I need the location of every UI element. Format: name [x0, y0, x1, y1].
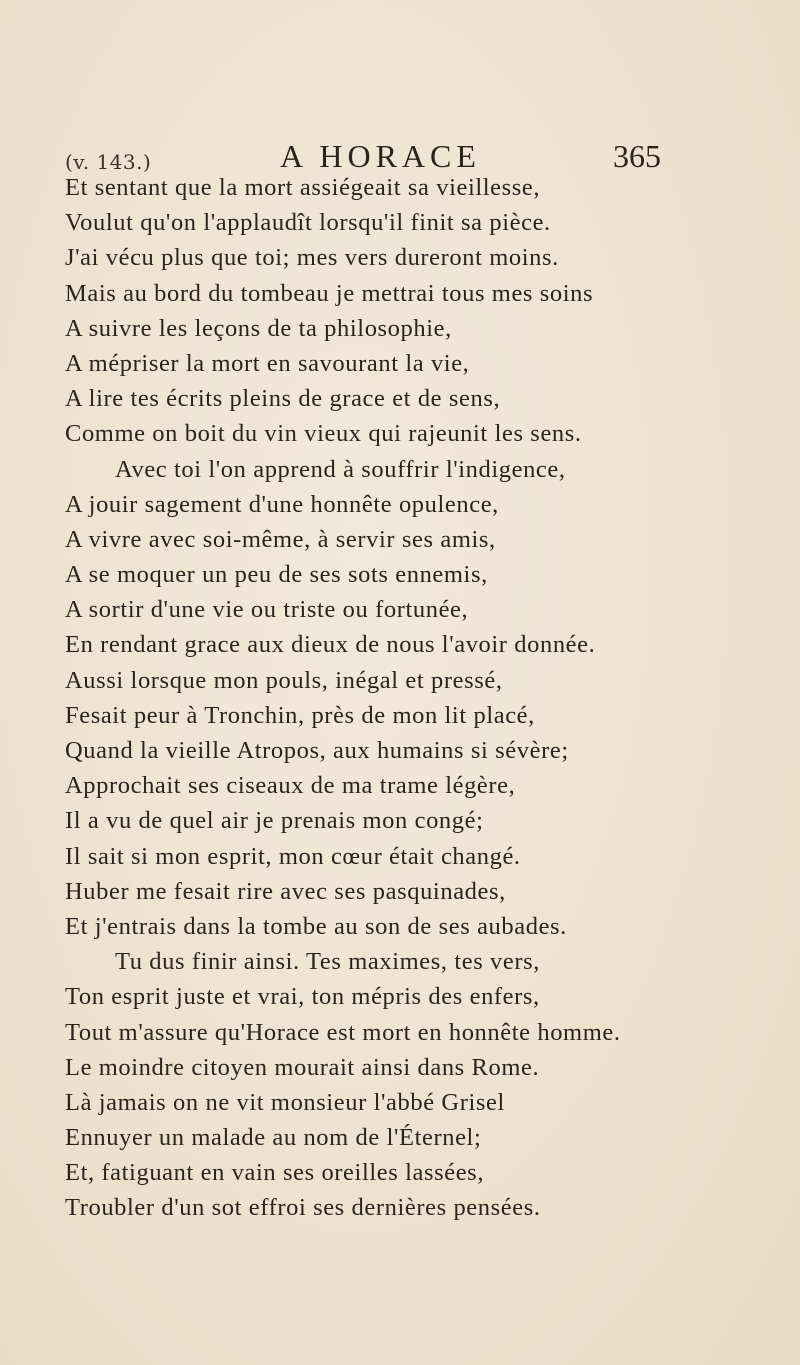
- verse-line: Là jamais on ne vit monsieur l'abbé Grisel: [65, 1088, 505, 1116]
- verse-line: Et, fatiguant en vain ses oreilles lassées,: [65, 1159, 485, 1187]
- verse-line: J'ai vécu plus que toi; mes vers dureront moins.: [65, 244, 559, 272]
- verse-line: Il sait si mon esprit, mon cœur était changé.: [65, 842, 521, 870]
- verse-line: Quand la vieille Atropos, aux humains si sévère;: [65, 737, 569, 764]
- verse-line: Aussi lorsque mon pouls, inégal et pressé,: [65, 666, 503, 694]
- verse-line: Troubler d'un sot effroi ses dernières pensées.: [65, 1194, 541, 1222]
- verse-line: Le moindre citoyen mourait ainsi dans Rome.: [65, 1053, 540, 1081]
- verse-line: Mais au bord du tombeau je mettrai tous mes soins: [65, 279, 594, 307]
- verse-line: En rendant grace aux dieux de nous l'avoir donnée.: [65, 631, 596, 659]
- verse-line: Approchait ses ciseaux de ma trame légère,: [65, 772, 516, 800]
- verse-line: Ton esprit juste et vrai, ton mépris des enfers,: [65, 983, 540, 1011]
- verse-line: Ennuyer un malade au nom de l'Éternel;: [65, 1124, 482, 1152]
- verse-line: Fesait peur à Tronchin, près de mon lit placé,: [65, 701, 535, 729]
- verse-line: Tu dus finir ainsi. Tes maximes, tes vers,: [115, 948, 540, 976]
- verse-line: A sortir d'une vie ou triste ou fortunée,: [65, 596, 469, 624]
- verse-reference: (v. 143.): [65, 150, 152, 174]
- verse-line: A lire tes écrits pleins de grace et de sens,: [65, 385, 501, 413]
- verse-line: Il a vu de quel air je prenais mon congé;: [65, 807, 484, 835]
- verse-line: A vivre avec soi-même, à servir ses amis,: [65, 525, 496, 553]
- running-title: A HORACE: [280, 138, 481, 174]
- verse-line: A jouir sagement d'une honnête opulence,: [65, 490, 499, 518]
- page-number: 365: [613, 138, 661, 174]
- verse-line: Voulut qu'on l'applaudît lorsqu'il finit sa pièce.: [65, 209, 551, 237]
- verse-line: Tout m'assure qu'Horace est mort en honnête homme.: [65, 1018, 621, 1046]
- verse-line: A mépriser la mort en savourant la vie,: [65, 349, 470, 377]
- verse-line: Huber me fesait rire avec ses pasquinades,: [65, 877, 506, 905]
- verse-line: A suivre les leçons de ta philosophie,: [65, 314, 452, 342]
- verse-line: Avec toi l'on apprend à souffrir l'indigence,: [115, 455, 566, 483]
- verse-line: A se moquer un peu de ses sots ennemis,: [65, 561, 488, 589]
- verse-line: Et j'entrais dans la tombe au son de ses aubades.: [65, 912, 567, 940]
- verse-line: Comme on boit du vin vieux qui rajeunit les sens.: [65, 420, 582, 448]
- poem-text: [65, 170, 755, 1226]
- verse-line: Et sentant que la mort assiégeait sa vieillesse,: [65, 174, 541, 201]
